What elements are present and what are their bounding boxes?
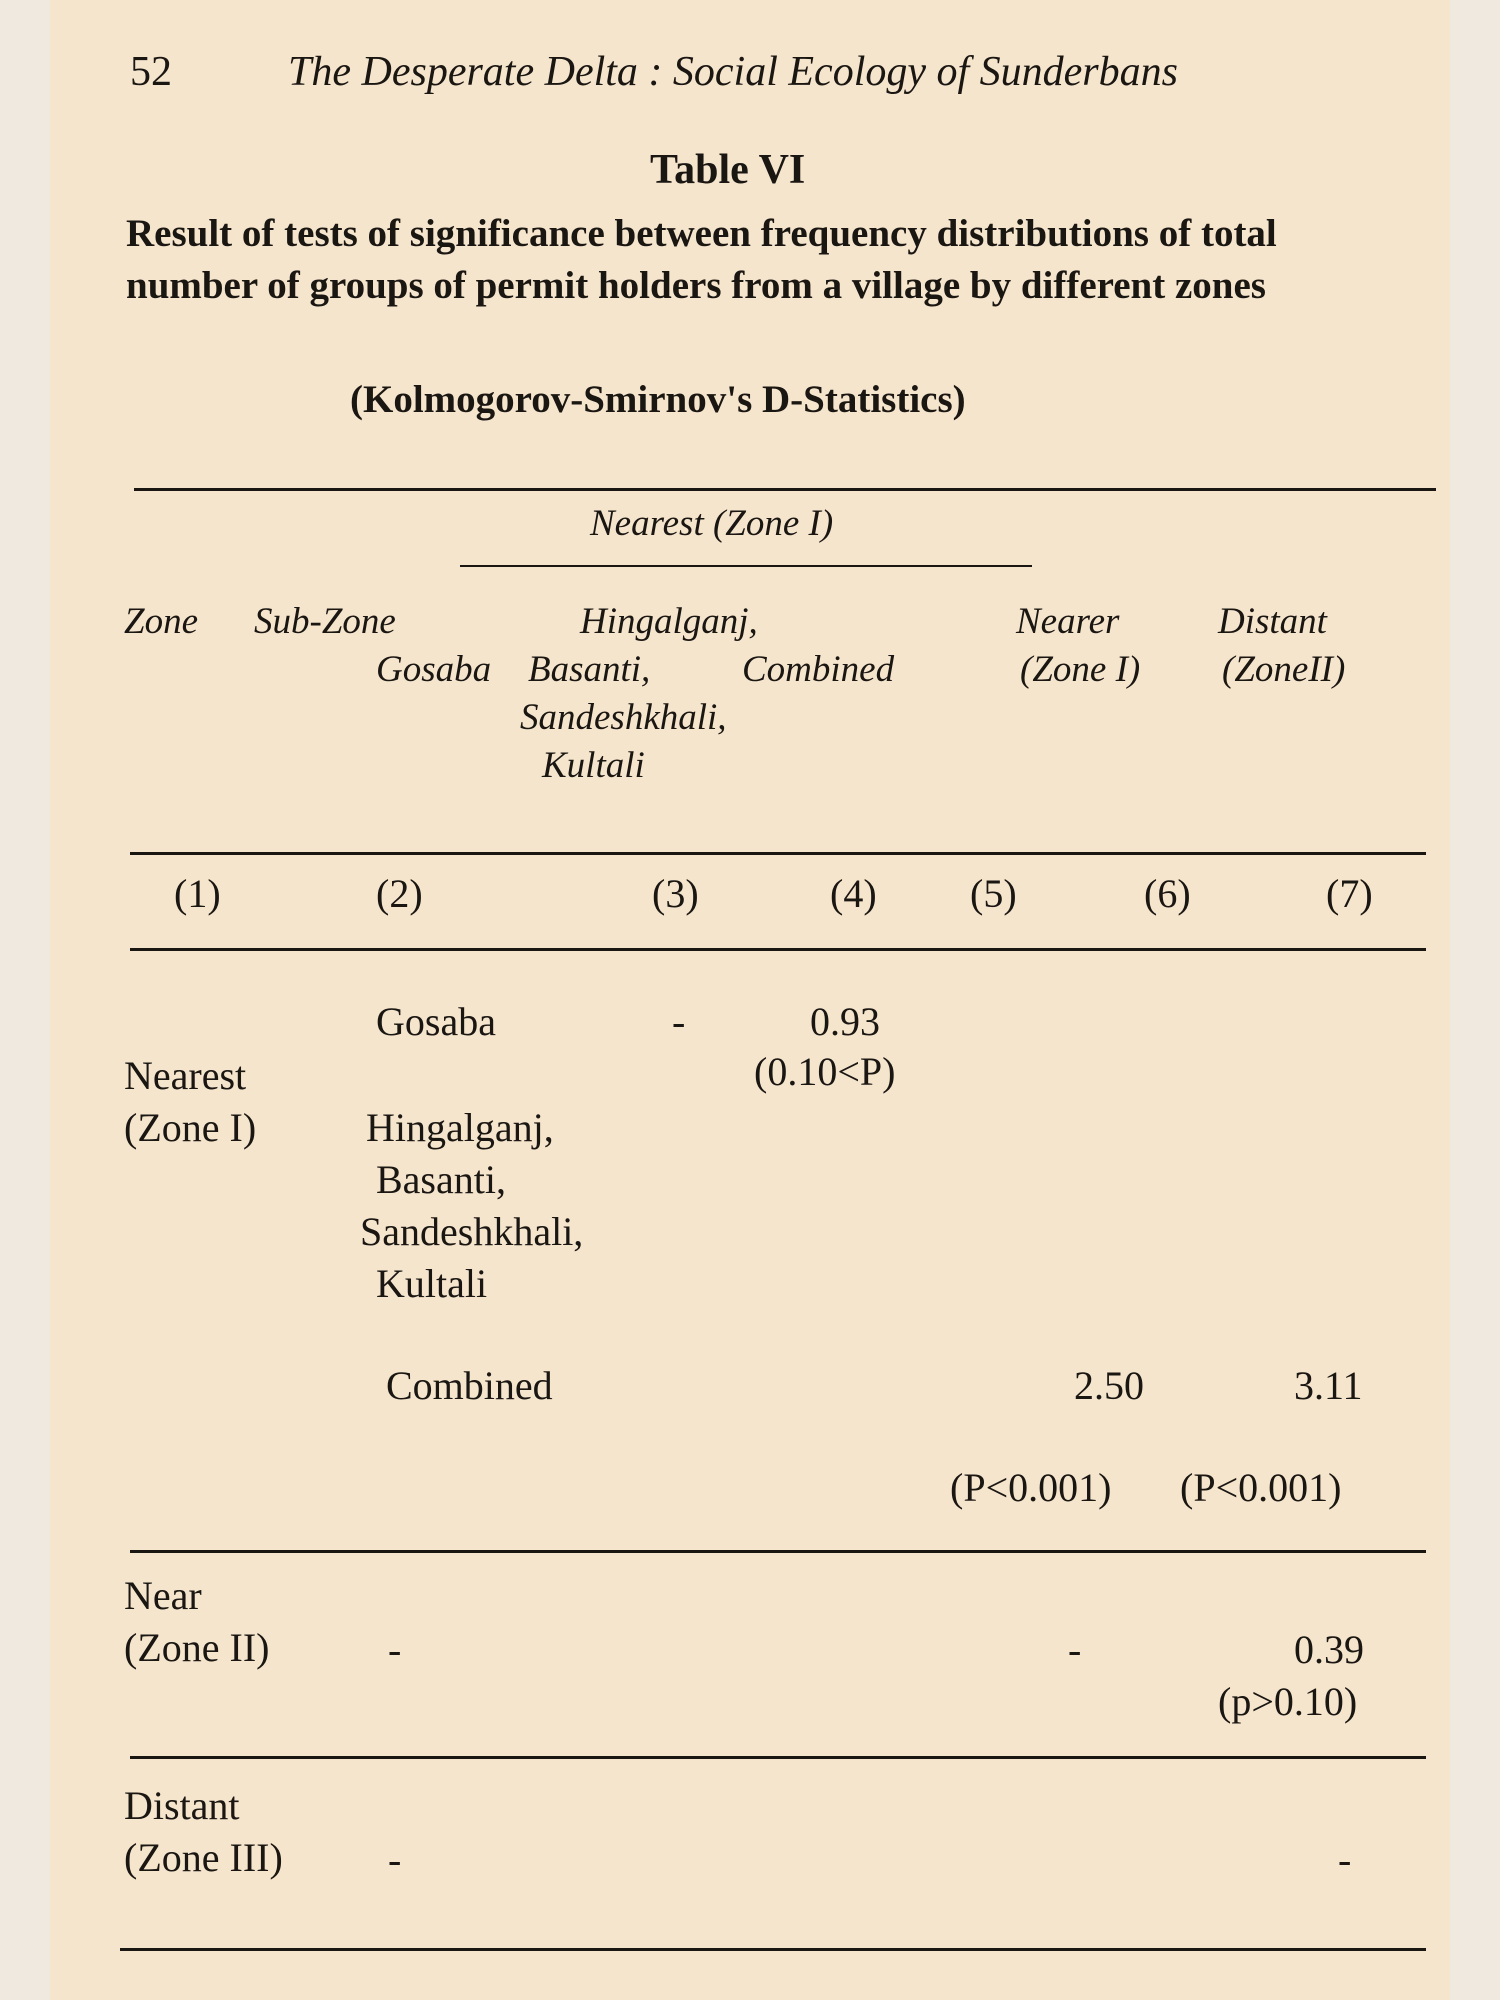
- table-caption: Result of tests of significance between frequency distributions of total number of groups of permit holders from a village by different zones: [126, 212, 1277, 307]
- subzone-gosaba: Gosaba: [376, 999, 496, 1044]
- col-header-nearer-zone: (Zone I): [1020, 649, 1141, 690]
- subzone-kultali: Kultali: [376, 1261, 488, 1306]
- zone-distant-label: (Zone III): [124, 1835, 283, 1880]
- cell-near-col7: 0.39: [1294, 1627, 1364, 1672]
- cell-gosaba-col3: -: [672, 999, 686, 1044]
- table-label: Table VI: [650, 147, 806, 193]
- col-header-kultali: Kultali: [542, 745, 645, 786]
- span-header-nearest: Nearest (Zone I): [590, 503, 834, 544]
- col-number-2: (2): [376, 871, 423, 916]
- col-number-5: (5): [970, 871, 1017, 916]
- cell-near-col6: -: [1068, 1627, 1082, 1672]
- col-number-1: (1): [174, 871, 221, 916]
- col-number-7: (7): [1326, 871, 1373, 916]
- table-bottom-rule: [120, 1948, 1426, 1951]
- cell-distant-col2: -: [388, 1837, 402, 1882]
- cell-gosaba-col4: 0.93: [810, 999, 880, 1044]
- cell-near-col2: -: [388, 1627, 402, 1672]
- cell-combined-col7-p: (P<0.001): [1180, 1465, 1342, 1510]
- header-rule: [130, 852, 1426, 855]
- subzone-basanti: Basanti,: [376, 1157, 506, 1202]
- col-header-distant-zone: (ZoneII): [1222, 649, 1346, 690]
- col-number-4: (4): [830, 871, 877, 916]
- cell-distant-col7: -: [1338, 1837, 1352, 1882]
- row-rule-near: [130, 1756, 1426, 1759]
- cell-combined-col6-p: (P<0.001): [950, 1465, 1112, 1510]
- col-header-nearer: Nearer: [1016, 601, 1120, 642]
- col-header-distant: Distant: [1218, 601, 1327, 642]
- subzone-combined: Combined: [386, 1363, 553, 1408]
- col-header-zone: Zone: [124, 601, 198, 642]
- table-subcaption: (Kolmogorov-Smirnov's D-Statistics): [350, 378, 966, 421]
- subzone-sandeshkhali: Sandeshkhali,: [360, 1209, 584, 1254]
- zone-nearest: Nearest: [124, 1053, 247, 1098]
- col-number-3: (3): [652, 871, 699, 916]
- running-title: The Desperate Delta : Social Ecology of Sunderbans: [288, 49, 1178, 95]
- cell-combined-col7: 3.11: [1294, 1363, 1363, 1408]
- col-header-hingalganj: Hingalganj,: [580, 601, 758, 642]
- cell-near-col7-p: (p>0.10): [1218, 1679, 1358, 1724]
- cell-gosaba-col4-p: (0.10<P): [754, 1049, 896, 1094]
- span-header-rule: [460, 565, 1032, 567]
- zone-distant: Distant: [124, 1783, 240, 1828]
- col-header-basanti: Basanti,: [528, 649, 651, 690]
- zone-near-label: (Zone II): [124, 1625, 270, 1670]
- col-header-sandeshkhali: Sandeshkhali,: [520, 697, 727, 738]
- book-page: [50, 0, 1450, 2000]
- column-number-rule: [130, 948, 1426, 951]
- zone-near: Near: [124, 1573, 202, 1618]
- row-rule-nearest: [130, 1550, 1426, 1553]
- col-number-6: (6): [1144, 871, 1191, 916]
- subzone-hingalganj: Hingalganj,: [366, 1105, 554, 1150]
- col-header-combined: Combined: [742, 649, 895, 690]
- zone-nearest-label: (Zone I): [124, 1105, 257, 1150]
- table-top-rule: [134, 488, 1436, 491]
- cell-combined-col6: 2.50: [1074, 1363, 1144, 1408]
- col-header-subzone: Sub-Zone: [254, 601, 396, 642]
- col-header-gosaba: Gosaba: [376, 649, 492, 690]
- page-number: 52: [130, 49, 172, 95]
